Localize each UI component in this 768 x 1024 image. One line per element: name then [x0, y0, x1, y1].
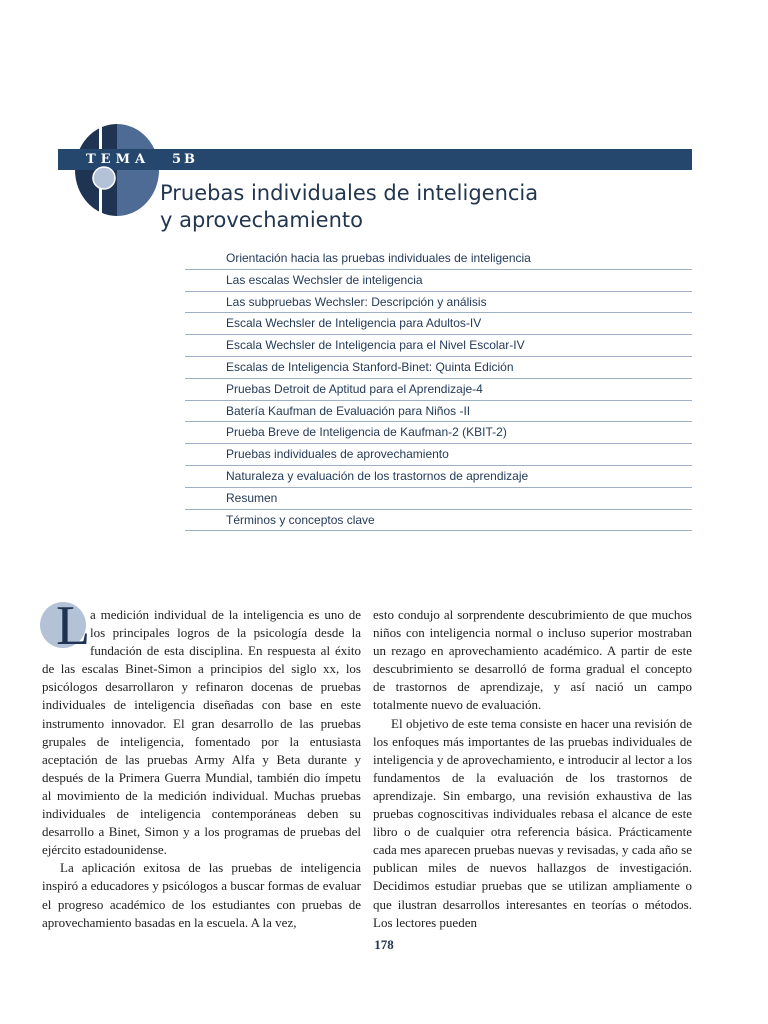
contents-item: Batería Kaufman de Evaluación para Niños -II: [185, 401, 692, 423]
chapter-title-line-2: y aprovechamiento: [160, 208, 363, 232]
body-paragraph: esto condujo al sorprendente descubrimiento de que muchos niños con inteligencia normal o incluso superior mostraban un rezago en aprovechamiento académico. A partir de este descubrimiento se desarrolló de forma gradual el concepto de trastornos de aprendizaje, y así nació un campo totalmente nuevo de evaluación.: [373, 607, 692, 713]
tema-number: 5B: [172, 152, 199, 167]
chapter-title-line-1: Pruebas individuales de inteligencia: [160, 181, 539, 205]
contents-item: Las escalas Wechsler de inteligencia: [185, 270, 692, 292]
contents-item: Prueba Breve de Inteligencia de Kaufman-2 (KBIT-2): [185, 422, 692, 444]
tema-label: TEMA: [86, 152, 151, 167]
drop-cap-letter: L: [56, 595, 91, 657]
contents-item: Pruebas individuales de aprovechamiento: [185, 444, 692, 466]
drop-cap: [40, 595, 91, 657]
contents-item: Las subpruebas Wechsler: Descripción y análisis: [185, 292, 692, 314]
body-paragraph: La aplicación exitosa de las pruebas de inteligencia inspiró a educadores y psicólogos a buscar formas de evaluar el progreso académico de los estudiantes con pruebas de aprovechamiento basadas en la escuela. A la vez,: [42, 860, 361, 930]
contents-item: Orientación hacia las pruebas individuales de inteligencia: [185, 248, 692, 270]
contents-item: Resumen: [185, 488, 692, 510]
page-number: 178: [374, 937, 394, 952]
contents-item: Términos y conceptos clave: [185, 510, 692, 532]
chapter-emblem-icon: [75, 124, 159, 216]
body-paragraph: a medición individual de la inteligencia es uno de los principales logros de la psicología desde la fundación de esta disciplina. En respuesta al éxito de las escalas Binet-Simon a principios del siglo xx, los psicólogos desarrollaron y refinaron docenas de pruebas individuales de inteligencia diseñadas con base en este instrumento innovador. El gran desarrollo de las pruebas grupales de inteligencia, fomentado por la entusiasta aceptación de las pruebas Army Alfa y Beta durante y después de la Primera Guerra Mundial, también dio ímpetu al movimiento de la medición individual. Muchas pruebas individuales de inteligencia contemporáneas deben su desarrollo a Binet, Simon y a los programas de pruebas del ejército estadounidense.: [42, 607, 361, 858]
body-column-left: [42, 595, 361, 932]
contents-item: Escalas de Inteligencia Stanford-Binet: Quinta Edición: [185, 357, 692, 379]
contents-item: Escala Wechsler de Inteligencia para Adultos-IV: [185, 313, 692, 335]
body-column-right: [373, 606, 692, 932]
chapter-contents-list: [185, 248, 692, 531]
chapter-title: [160, 180, 690, 234]
contents-item: Pruebas Detroit de Aptitud para el Aprendizaje-4: [185, 379, 692, 401]
body-paragraph: El objetivo de este tema consiste en hacer una revisión de los enfoques más importantes de las pruebas individuales de inteligencia y de aprovechamiento, e introducir al lector a los fundamentos de la evaluación de los trastornos de aprendizaje. Sin embargo, una revisión exhaustiva de las pruebas cognoscitivas individuales rebasa el alcance de este libro o de cualquier otra referencia básica. Prácticamente cada mes aparecen pruebas nuevas y revisadas, y cada año se publican miles de nuevos hallazgos de investigación. Decidimos estudiar pruebas que se utilizan ampliamente o que ilustran desarrollos interesantes en teorías o métodos. Los lectores pueden: [373, 715, 692, 930]
contents-item: Escala Wechsler de Inteligencia para el Nivel Escolar-IV: [185, 335, 692, 357]
contents-item: Naturaleza y evaluación de los trastornos de aprendizaje: [185, 466, 692, 488]
